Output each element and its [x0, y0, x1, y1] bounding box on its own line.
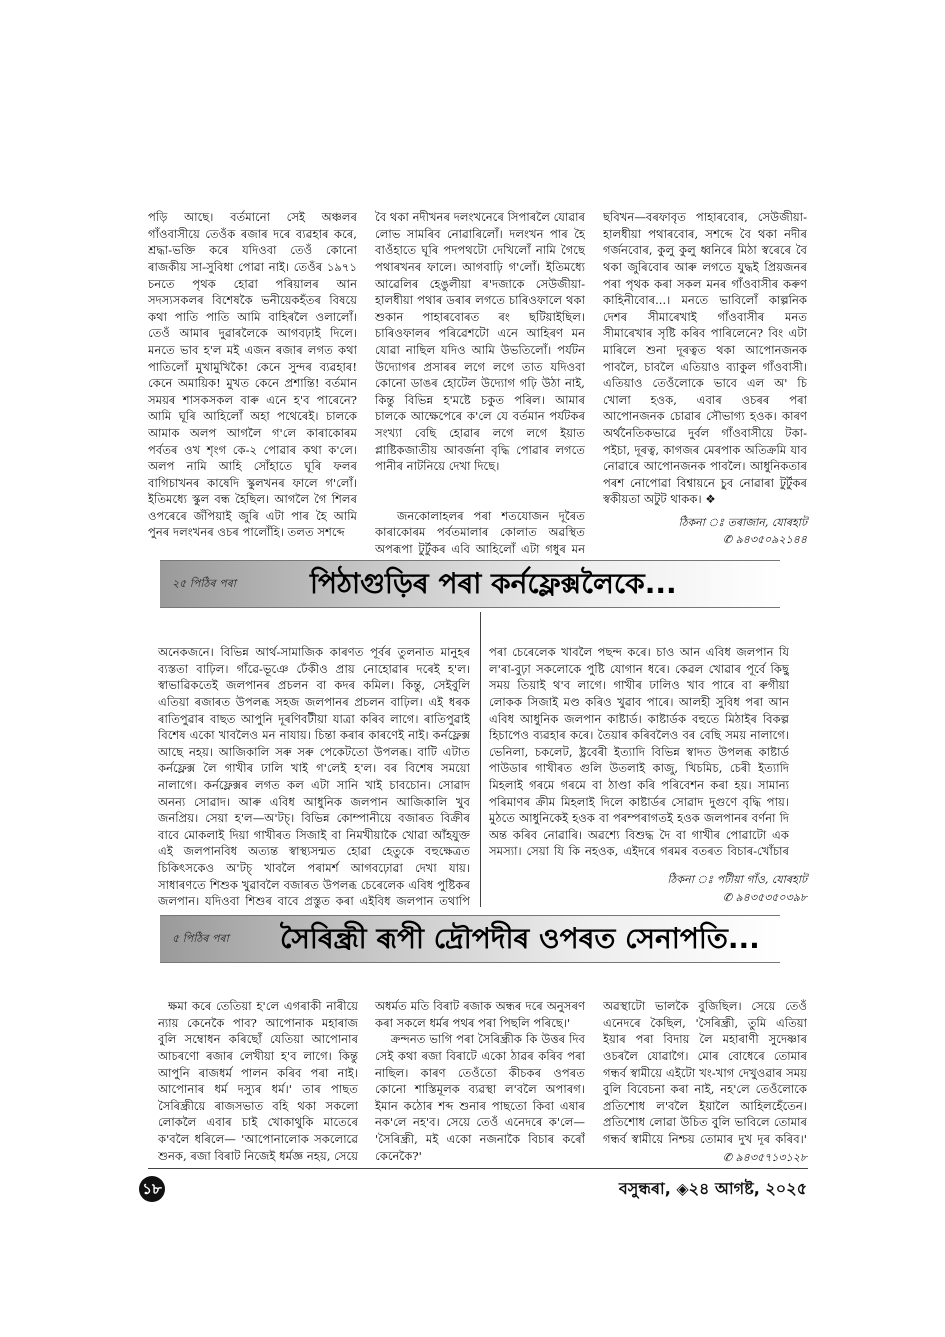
section-banner — [160, 915, 780, 963]
paragraph: ছবিখন—বৰফাবৃত পাহাৰবোৰ, সেউজীয়া-হালধীয়া পথাৰবোৰ, সশব্দে বৈ থকা নদীৰ গৰ্জনবোৰ, কুলু কুলু ধ্বনিৰে মিঠা স্বৰেৰে বৈ থকা জুৰিবোৰ আৰু লগতে যুদ্ধই প্ৰিয়জনৰ পৰা পৃথক কৰা সকল মনৰ গাঁওবাসীৰ কৰুণ কাহিনীবোৰ...। মনতে ভাবিলোঁ কাল্পনিক দেশৰ সীমাৰেখাই গাঁওবাসীৰ মনত সীমাৰেখাৰ সৃষ্টি কৰিব পাৰিলেনে? বিং এটা মাৰিলে শুনা দূৰত্বত থকা আপোনজনক পাবলৈ, চাবলৈ এতিয়াও ব্যাকুল গাঁওবাসী। এতিয়াও তেওঁলোকে ভাবে এল অ' চি খোলা হওক, এবাৰ ওচৰৰ পৰা আপোনজনক চোৱাৰ সৌভাগ্য হওক। কাৰণ অৰ্থনৈতিকভাৱে দুৰ্বল গাঁওবাসীয়ে টকা-পইচা, দূৰত্ব, কাগজৰ মেৰপাক অতিক্ৰমি যাব নোৱাৰে আপোনজনক পাবলৈ। আধুনিকতাৰ পৰশ নোপোৱা বিশ্বায়নে চুব নোৱাৰা টুৰ্টুকৰ স্বকীয়তা অটুট থাকক। ❖ — [603, 210, 807, 506]
bottom-article-col-1 — [158, 965, 358, 1165]
middle-article-col-1 — [158, 611, 470, 911]
author-address: ঠিকনা ঃ পটীয়া গাঁও, যোৰহাট — [667, 873, 807, 886]
footer-rule — [148, 1168, 808, 1169]
bottom-article-col-2 — [375, 965, 585, 1165]
top-article-col-1 — [148, 176, 357, 546]
paragraph: বৈ থকা নদীখনৰ দলংখনেৰে সিপাৰলৈ যোৱাৰ লোভ সামৰিব নোৱাৰিলোঁ। দলংখন পাৰ হৈ বাওঁহাতে ঘূৰি পদপথটো দেখিলোঁ নামি গৈছে পথাৰখনৰ ফালে। আগবাঢ়ি গ'লোঁ। ইতিমধ্যে আৱেলিৰ হেঙুলীয়া ৰ'দজাকে সেউজীয়া-হালধীয়া পথাৰ ডৰাৰ লগতে চাৰিওফালে থকা শুকান পাহাৰবোৰত ৰং ছটিয়াইছিল। চাৰিওফালৰ পৰিৱেশটো এনে আহিৰণ মন যোৱা নাছিল যদিও আমি উভতিলোঁ। পৰ্যটন উদ্যোগৰ প্ৰসাৰৰ লগে লগে তাত যদিওবা কোনো ডাঙৰ হোটেল উদ্যোগ গঢ়ি উঠা নাই, কিন্তু বিভিন্ন হ'মষ্টে চকুত পৰিল। আমাৰ চালকে আক্ষেপেৰে ক'লে যে বৰ্তমান পৰ্যটকৰ সংখ্যা বেছি হোৱাৰ লগে লগে ইয়াত প্লাষ্টিকজাতীয় আবৰ্জনা বৃদ্ধি পোৱাৰ লগতে পানীৰ নাটনিয়ে দেখা দিছে। — [375, 210, 585, 474]
author-address: ঠিকনা ঃ তৰাজান, যোৰহাট — [678, 516, 807, 529]
continued-from-label: ৫ পিঠিৰ পৰা — [172, 932, 229, 945]
column-divider — [480, 612, 481, 907]
paragraph: জনকোলাহলৰ পৰা শতযোজন দূৰৈত কাৰাকোৰম পৰ্বতমালাৰ কোলাত অৱস্থিত অপৰূপা টুৰ্টুকৰ এবি আহিলোঁ এটা গধুৰ মন — [375, 508, 585, 556]
headline: পিঠাগুড়িৰ পৰা কৰ্নফ্লেক্সলৈকে... — [310, 567, 677, 600]
continued-from-label: ২৫ পিঠিৰ পৰা — [172, 577, 236, 590]
paragraph: ক্ষমা কৰে তেতিয়া হ'লে এগৰাকী নাৰীয়ে ন্যায় কেনেকৈ পাব? আপোনাক মহাৰাজ বুলি সম্বোধন কৰিছোঁ যেতিয়া আপোনাৰ আচৰণো ৰজাৰ লেখীয়া হ'ব লাগে। কিন্তু আপুনি ৰাজধৰ্ম পালন কৰিব পৰা নাই। আপোনাৰ ধৰ্ম দস্যুৰ ধৰ্ম।' তাৰ পাছত সৈৰিন্ধ্ৰীয়ে ৰাজসভাত বহি থকা সকলো লোকলৈ এবাৰ চাই খোকাথুকি মাতেৰে ক'বলৈ ধৰিলে— 'আপোনালোক সকলোৱে শুনক, ৰজা বিৰাট নিজেই ধৰ্মজ্ঞ নহয়, সেয়ে — [158, 999, 358, 1163]
paragraph: পৰা চেৰেলেক খাবলৈ পছন্দ কৰে। চাও আন এবিধ জলপান যি ল'ৰা-বুঢ়া সকলোকে পুষ্টি যোগান ধৰে। কেৱল খোৱাৰ পূৰ্বে কিছু সময় তিয়াই থ'ব লাগে। গাখীৰ ঢালিও খাব পাৰে বা ৰুগীয়া লোকক সিজাই মণ্ড কৰিও খুৱাব পাৰে। আলহী সুবিধ পৰা আন এবিধ আধুনিক জলপান কাষ্টাৰ্ড। কাষ্টাৰ্ডক বহুতে মিঠাইৰ বিকল্প হিচাপেও ব্যৱহাৰ কৰে। তৈয়াৰ কৰিবলৈও বৰ বেছি সময় নালাগে। ভেনিলা, চকলেট, ষ্ট্ৰবেৰী ইত্যাদি বিভিন্ন স্বাদত উপলব্ধ কাষ্টাৰ্ড পাউডাৰ গাখীৰত গুলি উতলাই কাজু, খিচমিচ, চেৰী ইত্যাদি মিহলাই গৰমে গৰমে বা ঠাণ্ডা কৰি পৰিবেশন কৰা হয়। সামান্য পৰিমাণৰ ক্ৰীম মিহলাই দিলে কাষ্টাৰ্ডৰ সোৱাদ দুগুণে বৃদ্ধি পায়। মুঠতে আধুনিকেই হওক বা পৰম্পৰাগতই হওক জলপানৰ বৰ্ণনা দি অন্ত কৰিব নোৱাৰি। অৱশ্যে বিশুদ্ধ দৈ বা গাখীৰ পোৱাটো এক সমস্যা। সেয়া যি কি নহওক, এইদৰে গৰমৰ বতৰত বিচাৰ-খোঁচাৰ — [489, 645, 789, 859]
author-phone: ✆ ৯৪৩৫৭১৩১২৮ — [722, 1151, 807, 1164]
paragraph: অনেকজনে। বিভিন্ন আৰ্থ-সামাজিক কাৰণত পূৰ্বৰ তুলনাত মানুহৰ ব্যস্ততা বাঢ়িল। গাঁৱে-ভূঞে ঢেঁকীও প্ৰায় নোহোৱাৰ দৰেই হ'ল। স্বাভাৱিকতেই জলপানৰ প্ৰচলন বা কদৰ কমিল। কিন্তু, সেইবুলি এতিয়া ৰজাৰত উপলব্ধ সহজ জলপানৰ প্ৰচলন বাঢ়িল। এই ধৰক ৰাতিপুৱাৰ বাছত আপুনি দূৰণিবটীয়া যাত্ৰা কৰিব লাগে। ৰাতিপুৱাই বিশেষ একো খাবলৈও মন নাযায়। চিন্তা কৰাৰ কাৰণেই নাই। কৰ্নফ্লেক্স আছে নহয়। আজিকালি সৰু সৰু পেকেটতো উপলব্ধ। বাটি এটাত কৰ্নফ্লেক্স লৈ গাখীৰ ঢালি খাই গ'লেই হ'ল। বৰ বিশেষ সময়ো নালাগে। কৰ্নফ্লেক্সৰ লগত কল এটা সানি খাই চাবচোন। সোৱাদ অনন্য সোৱাদ। আৰু এবিধ আধুনিক জলপান আজিকালি খুব জনপ্ৰিয়। সেয়া হ'ল—অ'টচ্। বিভিন্ন কোম্পানীয়ে বজাৰত বিক্ৰীৰ বাবে মোকলাই দিয়া গাখীৰত সিজাই বা নিমখীয়াকৈ খোৱা আঁহযুক্ত এই জলপানবিধ অত্যন্ত স্বাস্থ্যসন্মত হোৱা হেতুকে বহুক্ষেত্ৰত চিকিৎসকেও অ'টচ্ খাবলৈ পৰামৰ্শ আগবঢ়োৱা দেখা যায়। সাধাৰণতে শিশুক খুৱাবলৈ বজাৰত উপলব্ধ চেৰেলেক এবিধ পুষ্টিকৰ জলপান। যদিওবা শিশুৰ বাবে প্ৰস্তুত কৰা এইবিধ জলপান তথাপি — [158, 645, 470, 909]
paragraph: অৱস্থাটো ভালকৈ বুজিছিল। সেয়ে তেওঁ এনেদৰে কৈছিল, 'সৈৰিন্ধ্ৰী, তুমি এতিয়া ইয়াৰ পৰা বিদায় লৈ মহাৰাণী সুদেষ্ণাৰ ওচৰলৈ যোৱাগৈ। মোৰ বোধেৰে তোমাৰ গন্ধৰ্ব স্বামীয়ে এইটো খং-খাগ দেখুওৱাৰ সময় বুলি বিবেচনা কৰা নাই, নহ'লে তেওঁলোকে প্ৰতিশোধ ল'বলৈ ইয়ালৈ আহিলহেঁতেন। প্ৰতিশোধ লোৱা উচিত বুলি ভাবিলে তোমাৰ গন্ধৰ্ব স্বামীয়ে নিশ্চয় তোমাৰ দুখ দূৰ কৰিব।' — [603, 999, 807, 1145]
page-number-badge: ১৮ — [139, 1176, 165, 1202]
headline: সৈৰিন্ধ্ৰী ৰূপী দ্ৰৌপদীৰ ওপৰত সেনাপতি... — [280, 922, 760, 955]
author-phone: ✆ ৯৪৩৫৩৫০৩৯৮ — [722, 891, 807, 904]
magazine-name-date: বসুন্ধৰা, ◈২৪ আগষ্ট, ২০২৫ — [618, 1179, 807, 1198]
top-article-col-3 — [603, 176, 807, 506]
bottom-article-col-3 — [603, 965, 807, 1145]
section-banner — [160, 560, 780, 608]
middle-article-col-2 — [489, 611, 789, 859]
author-phone: ✆ ৯৪৩৫০৯২১৪৪ — [722, 533, 807, 546]
paragraph: অধৰ্মত মতি বিৰাট ৰজাক অন্ধৰ দৰে অনুসৰণ কৰা সকলে ধৰ্মৰ পথৰ পৰা পিছলি পৰিছে।' ক্ৰন্দনত ভাগি পৰা সৈৰিন্ধ্ৰীক কি উত্তৰ দিব সেই কথা ৰজা বিৰাটে একো ঠাৱৰ কৰিব পৰা নাছিল। কাৰণ তেওঁতো কীচকৰ ওপৰত কোনো শাস্তিমূলক ব্যৱস্থা ল'বলৈ অপাৰগ। ইমান কঠোৰ শব্দ শুনাৰ পাছতো কিবা এষাৰ নক'লে নহ'ব। সেয়ে তেওঁ এনেদৰে ক'লে— 'সৈৰিন্ধ্ৰী, মই একো নজনাকৈ বিচাৰ কৰোঁ কেনেকৈ?' — [375, 999, 585, 1163]
top-article-col-2 — [375, 176, 585, 556]
paragraph: পড়ি আছে। বৰ্তমানো সেই অঞ্চলৰ গাঁওবাসীয়ে তেওঁক ৰজাৰ দৰে ব্যৱহাৰ কৰে, শ্ৰদ্ধা-ভক্তি কৰে যদিওবা তেওঁ কোনো ৰাজকীয় সা-সুবিধা পোৱা নাই। তেওঁৰ ১৯৭১ চনতে পৃথক হোৱা পৰিয়ালৰ আন সদস্যসকলৰ বিশেষকৈ ভনীয়েকহঁতৰ বিষয়ে কথা পাতি পাতি আমি বাহিৰলৈ ওলালোঁ। তেওঁ আমাৰ দুৱাৰলৈকে আগবঢ়াই দিলে। মনতে ভাব হ'ল মই এজন ৰজাৰ লগত কথা পাতিলোঁ মুখামুখিকৈ! কেনে সুন্দৰ ব্যৱহাৰ! কেনে অমায়িক! মুখত কেনে প্ৰশান্তি! বৰ্তমান সময়ৰ শাসকসকল বাৰু এনে হ'ব পাৰেনে? আমি ঘূৰি আহিলোঁ অহা পথেৰেই। চালকে আমাক অলপ আগলৈ গ'লে কাৰাকোৰম পৰ্বতৰ ওখ শৃংগ কে-২ পোৱাৰ কথা ক'লে। অলপ নামি আহি সোঁহাতে ঘূৰি ফলৰ বাগিচাখনৰ কাষেদি স্কুলখনৰ ফালে গ'লোঁ। ইতিমধ্যে স্কুল বন্ধ হৈছিল। আগলৈ গৈ শিলৰ ওপৰেৰে জঁপিয়াই জুৰি এটা পাৰ হৈ আমি পুনৰ দলংখনৰ ওচৰ পালোঁহি। তলত সশব্দে — [148, 210, 357, 540]
